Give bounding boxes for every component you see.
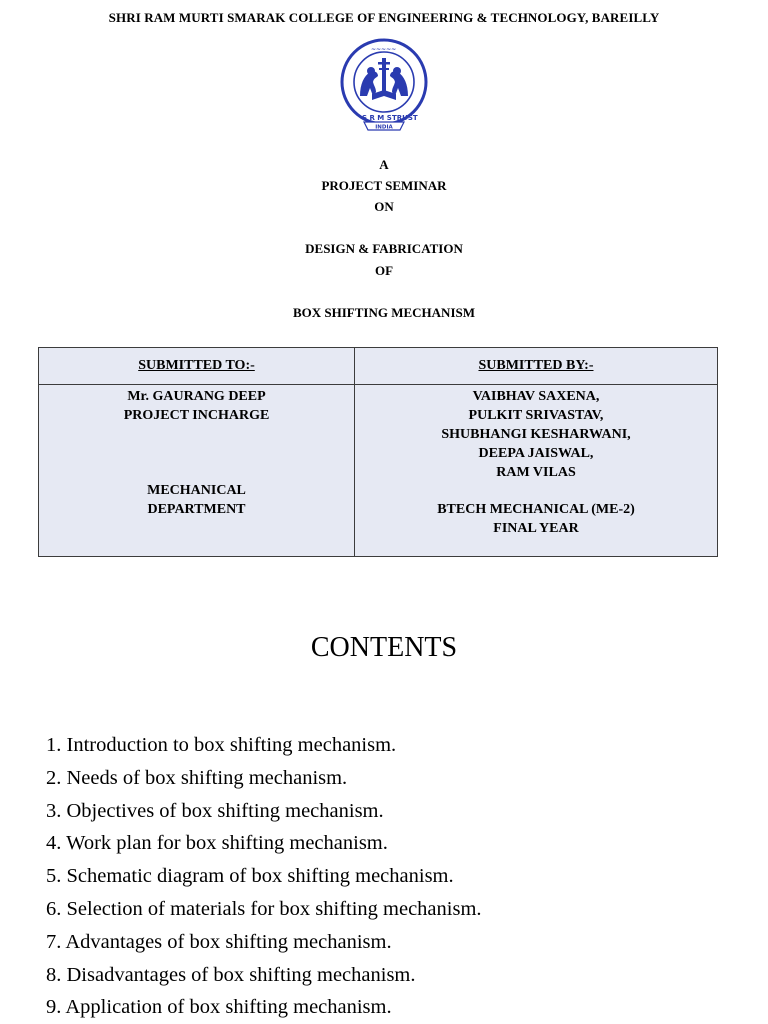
course-line: BTECH MECHANICAL (ME-2)	[437, 502, 635, 517]
contents-list	[46, 729, 482, 1024]
svg-text:INDIA: INDIA	[375, 124, 393, 131]
student-name: PULKIT SRIVASTAV,	[468, 408, 604, 423]
submitted-to-header: SUBMITTED TO:-	[39, 348, 355, 385]
title-line-on: ON	[374, 199, 394, 214]
department-line-1: MECHANICAL	[147, 483, 246, 498]
submitted-by-cell	[355, 385, 718, 557]
svg-text:~~~~~: ~~~~~	[371, 46, 397, 53]
list-item: 9. Application of box shifting mechanism.	[46, 996, 392, 1019]
svg-text:S R M S: S R M S	[362, 114, 392, 122]
college-title: SHRI RAM MURTI SMARAK COLLEGE OF ENGINEERING & TECHNOLOGY, BAREILLY	[108, 10, 660, 25]
college-logo-icon	[338, 38, 430, 134]
submitted-by-header: SUBMITTED BY:-	[355, 348, 718, 385]
guide-name: Mr. GAURANG DEEP	[127, 389, 266, 404]
list-item: 7. Advantages of box shifting mechanism.	[46, 930, 392, 953]
list-item: 2. Needs of box shifting mechanism.	[46, 766, 348, 789]
list-item: 1. Introduction to box shifting mechanism.	[46, 734, 397, 756]
guide-role: PROJECT INCHARGE	[123, 408, 270, 423]
year-line: FINAL YEAR	[493, 521, 579, 536]
title-line-of: OF	[374, 263, 394, 278]
student-name: RAM VILAS	[496, 465, 576, 480]
title-line-project-seminar: PROJECT SEMINAR	[321, 178, 447, 193]
list-item: 5. Schematic diagram of box shifting mechanism.	[46, 865, 454, 888]
list-item: 6. Selection of materials for box shifting mechanism.	[46, 897, 482, 920]
title-line-a: A	[379, 157, 389, 172]
list-item: 3. Objectives of box shifting mechanism.	[46, 799, 384, 822]
submission-table	[38, 347, 718, 557]
student-name: VAIBHAV SAXENA,	[472, 389, 600, 404]
submitted-to-cell	[39, 385, 355, 557]
department-line-2: DEPARTMENT	[147, 502, 246, 517]
project-title: BOX SHIFTING MECHANISM	[292, 305, 476, 320]
title-line-design: DESIGN & FABRICATION	[305, 241, 463, 256]
list-item: 8. Disadvantages of box shifting mechanism.	[46, 963, 416, 986]
student-name: DEEPA JAISWAL,	[478, 446, 594, 461]
contents-heading: CONTENTS	[310, 632, 458, 663]
svg-text:TRUST: TRUST	[392, 114, 418, 122]
list-item: 4. Work plan for box shifting mechanism.	[46, 832, 388, 855]
student-name: SHUBHANGI KESHARWANI,	[441, 427, 631, 442]
